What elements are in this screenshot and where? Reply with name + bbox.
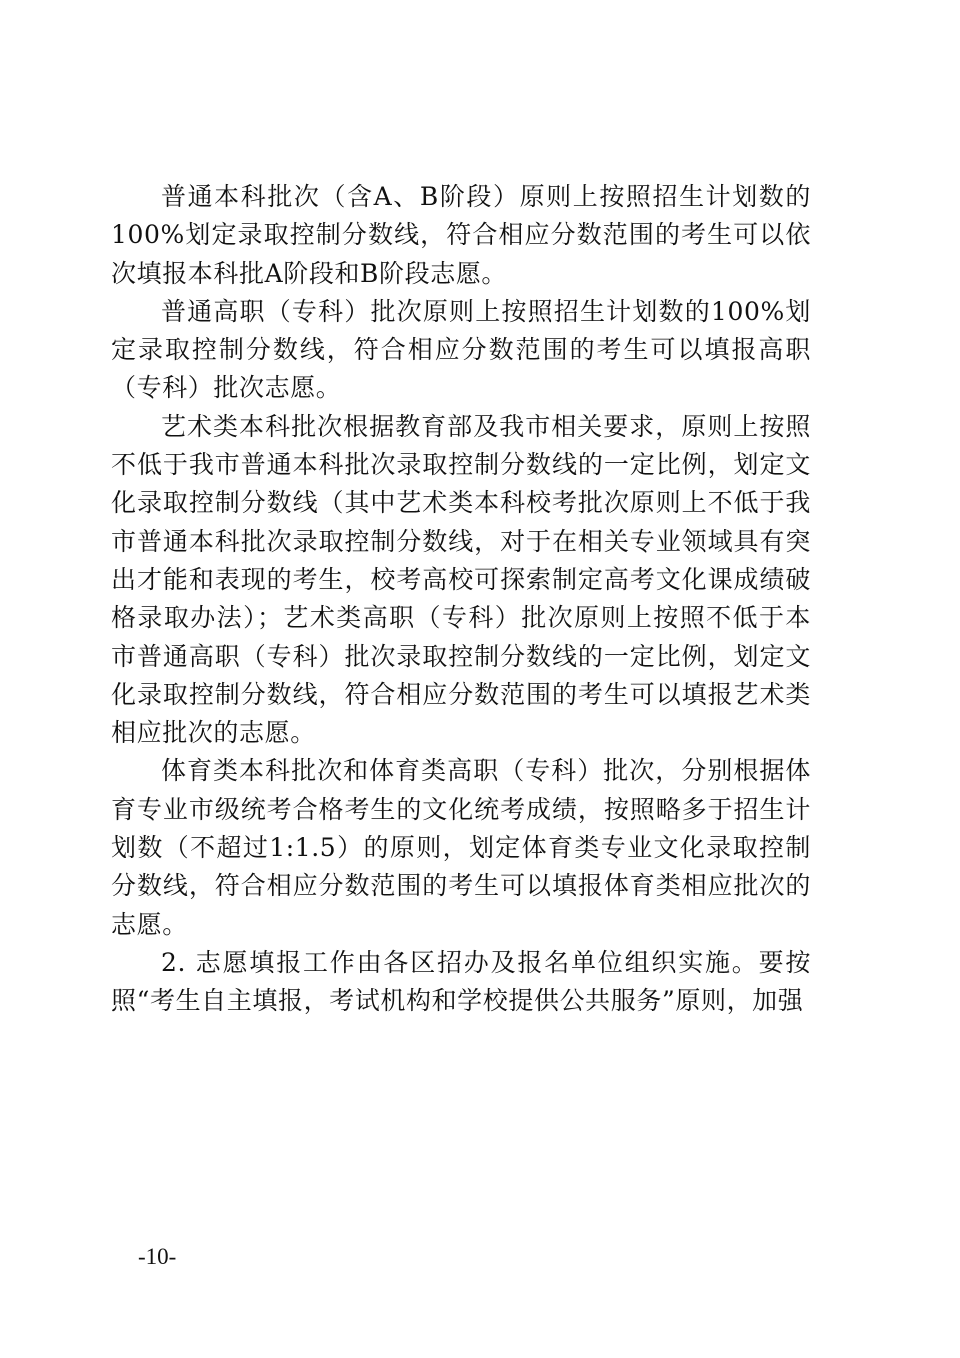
paragraph-arts-batch: 艺术类本科批次根据教育部及我市相关要求，原则上按照不低于我市普通本科批次录取控制分数线的一定比例，划定文化录取控制分数线（其中艺术类本科校考批次原则上不低于我市普通本科批次录取控制分数线，对于在相关专业领域具有突出才能和表现的考生，校考高校可探索制定高考文化课成绩破格录取办法）；艺术类高职（专科）批次原则上按照不低于本市普通高职（专科）批次录取控制分数线的一定比例，划定文化录取控制分数线，符合相应分数范围的考生可以填报艺术类相应批次的志愿。 [111,411,811,748]
page-number: -10- [138,1244,177,1269]
paragraph-application-work: 2. 志愿填报工作由各区招办及报名单位组织实施。要按照“考生自主填报，考试机构和学校提供公共服务”原则，加强 [111,947,811,1016]
paragraph-vocational-batch: 普通高职（专科）批次原则上按照招生计划数的100%划定录取控制分数线，符合相应分数范围的考生可以填报高职（专科）批次志愿。 [111,296,811,403]
paragraph-sports-batch: 体育类本科批次和体育类高职（专科）批次，分别根据体育专业市级统考合格考生的文化统考成绩，按照略多于招生计划数（不超过1:1.5）的原则，划定体育类专业文化录取控制分数线，符合相应分数范围的考生可以填报体育类相应批次的志愿。 [111,756,811,939]
document-body [111,178,811,1021]
paragraph-undergraduate-batch: 普通本科批次（含A、B阶段）原则上按照招生计划数的100%划定录取控制分数线，符合相应分数范围的考生可以依次填报本科批A阶段和B阶段志愿。 [111,182,811,288]
